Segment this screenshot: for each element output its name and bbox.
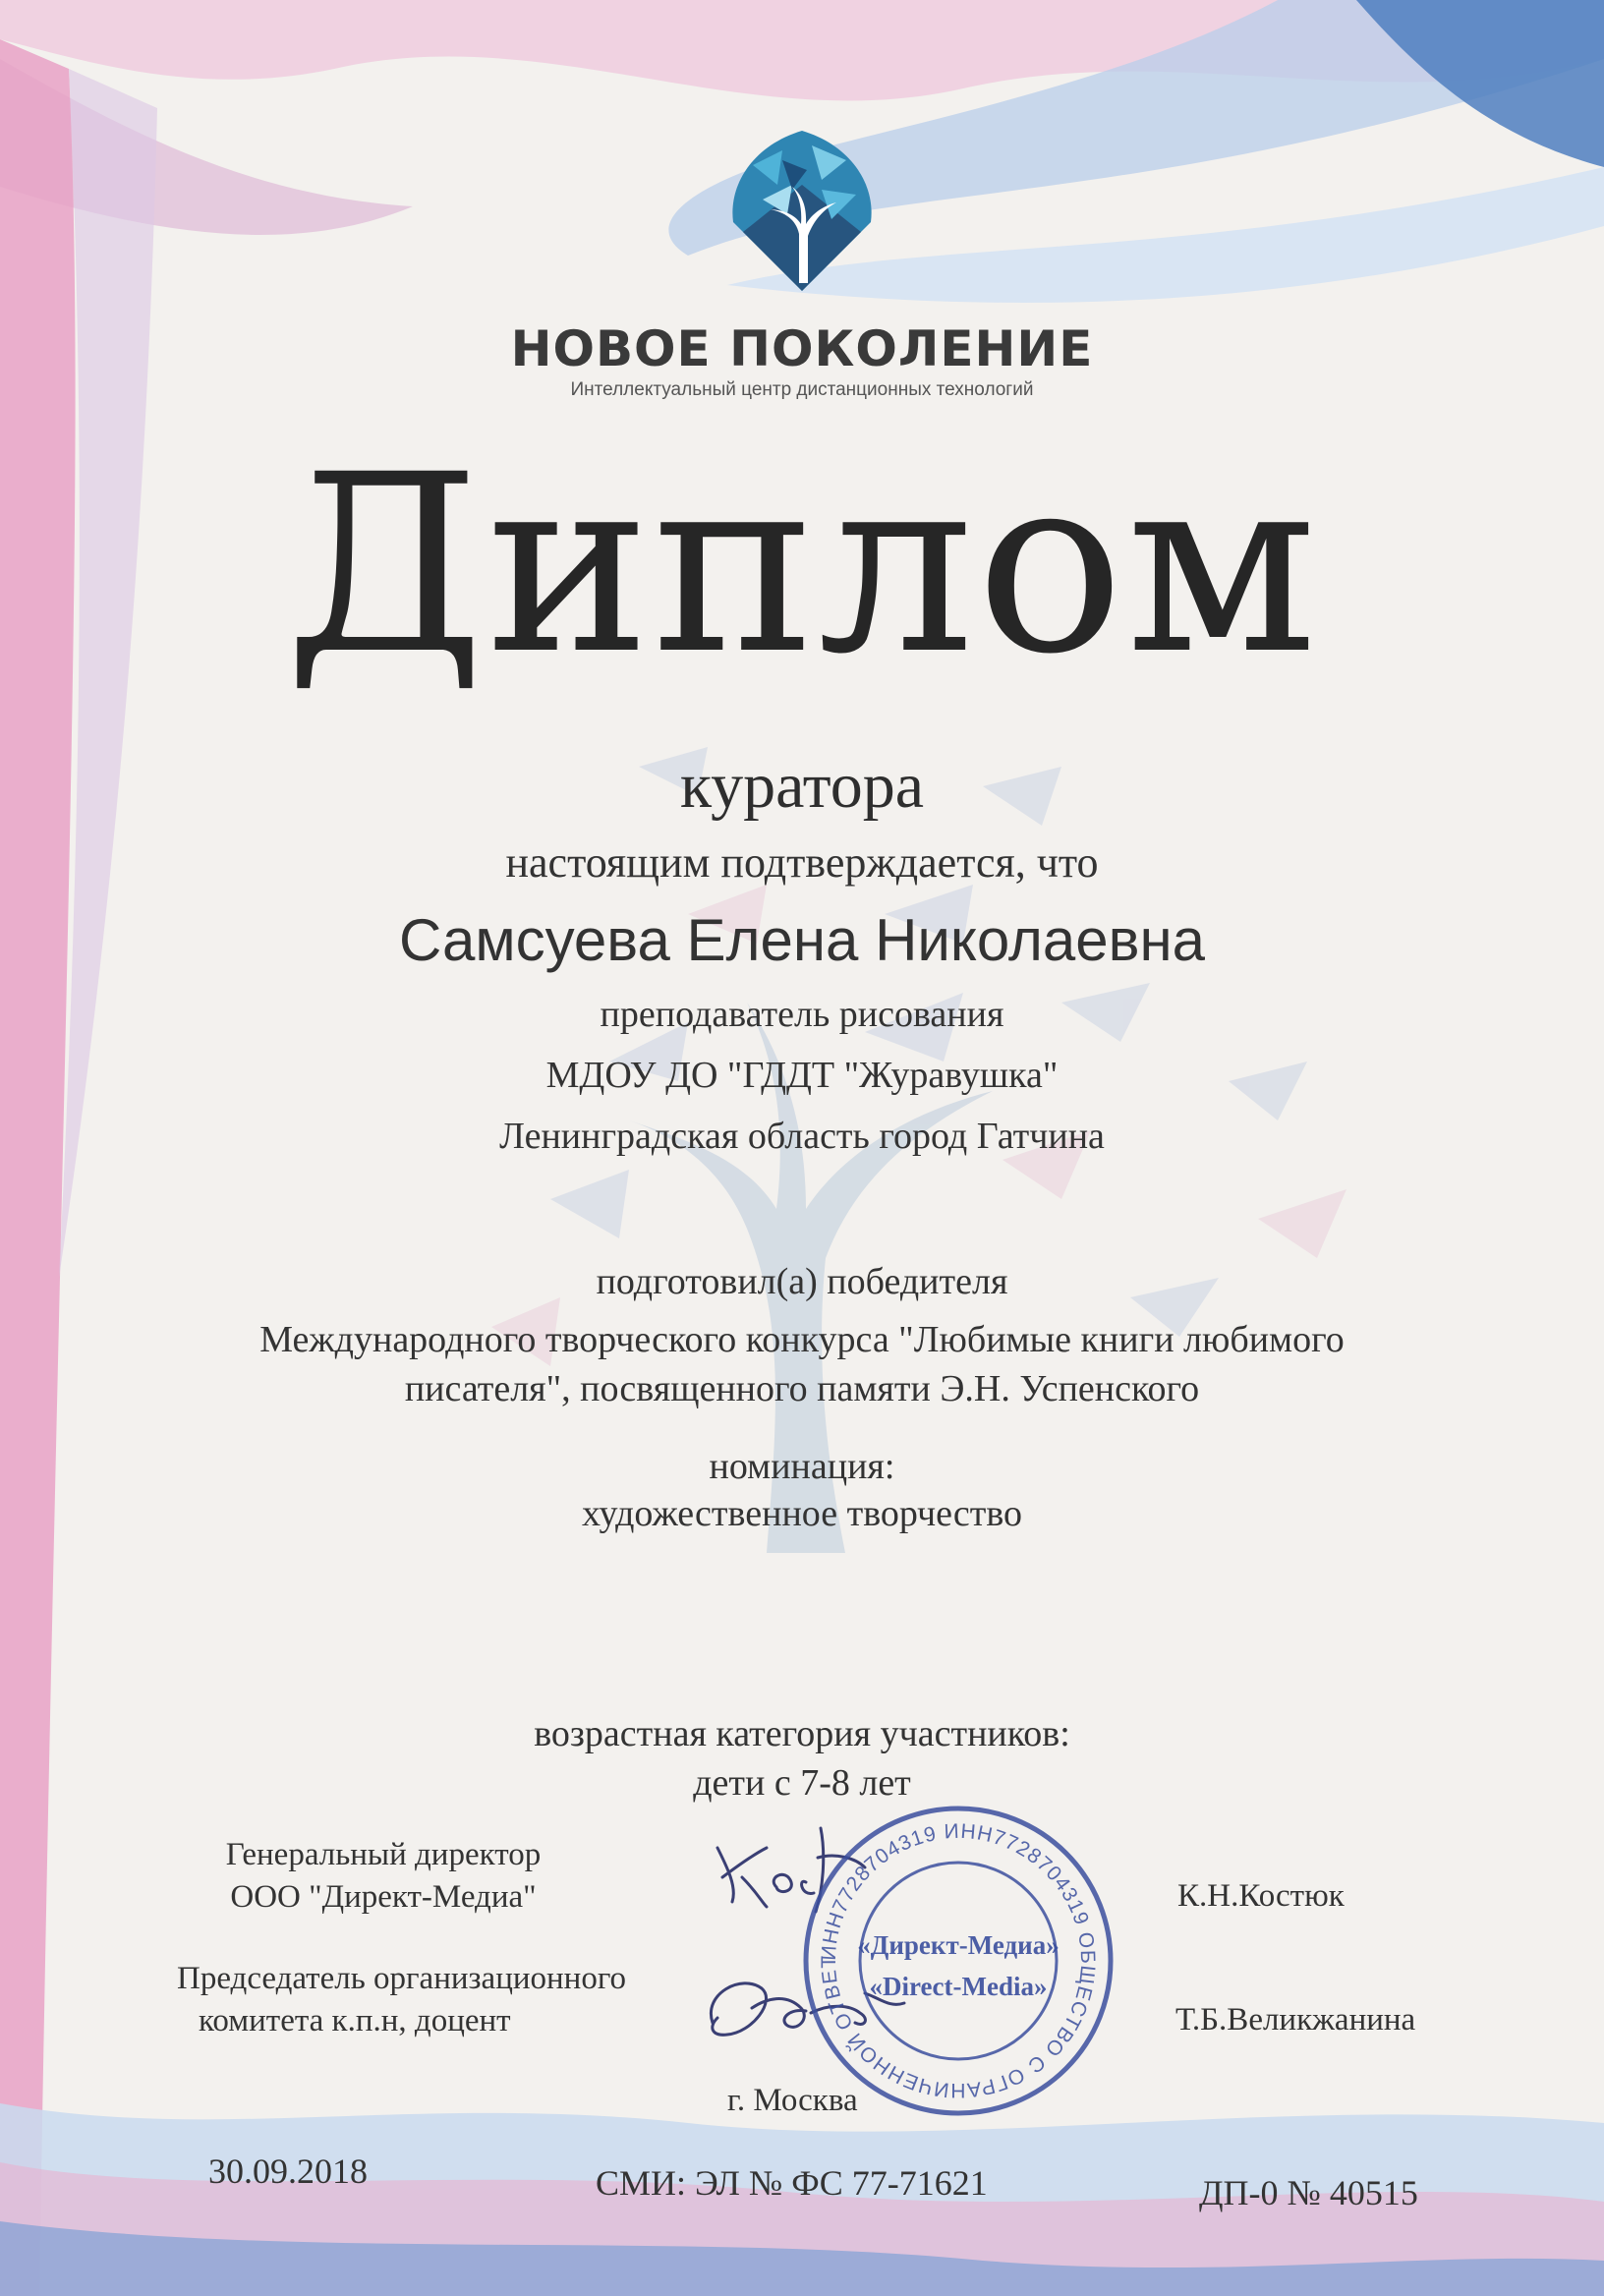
document-subtitle: куратора [680,750,924,822]
document-title: Диплом [284,422,1320,708]
confirm-text: настоящим подтверждается, что [505,838,1099,887]
director-title-line-1: Генеральный директор [225,1837,542,1872]
media-registration: СМИ: ЭЛ № ФС 77-71621 [596,2163,988,2203]
org-name: НОВОЕ ПОКОЛЕНИЕ [510,320,1094,377]
chair-title-line-2: комитета к.п.н, доцент [199,2002,511,2038]
contest-line-2: писателя", посвященного памяти Э.Н. Успенского [404,1368,1200,1409]
city: г. Москва [727,2083,858,2118]
chair-title-line-1: Председатель организационного [177,1961,627,1996]
company-stamp [796,1799,1120,2123]
stamp-seal-icon [796,1799,1120,2123]
chair-name: Т.Б.Великжанина [1175,2002,1416,2038]
chair-title [177,1958,727,2042]
contest-line-1: Международного творческого конкурса "Любимые книги любимого [259,1319,1345,1360]
org-logo [723,126,881,293]
recipient-institution: МДОУ ДО "ГДДТ "Журавушка" [545,1055,1059,1096]
recipient-name: Самсуева Елена Николаевна [398,907,1206,973]
stamp-line-2: «Direct-Media» [869,1972,1048,2001]
stamp-line-1: «Директ-Медиа» [857,1930,1060,1960]
recipient-location: Ленинградская область город Гатчина [499,1116,1105,1157]
age-category-value: дети с 7-8 лет [693,1762,911,1804]
svg-text:ИНН7728704319 ИНН7728704319 ОБ: ИНН7728704319 ИНН7728704319 ОБЩЕСТВО С ОГРАНИЧЕННОЙ ОТВЕТ [817,1819,1100,2102]
nomination-value: художественное творчество [581,1493,1023,1534]
nomination-label: номинация: [709,1446,895,1487]
age-category-label: возрастная категория участников: [534,1713,1070,1754]
issue-date: 30.09.2018 [208,2152,368,2191]
director-title [177,1834,590,1919]
recipient-position: преподаватель рисования [600,994,1004,1035]
tree-logo-icon [723,126,881,293]
prepared-text: подготовил(а) победителя [596,1261,1008,1302]
director-title-line-2: ООО "Директ-Медиа" [230,1878,537,1915]
director-name: К.Н.Костюк [1177,1878,1345,1914]
document-number: ДП-0 № 40515 [1199,2173,1418,2212]
org-tagline: Интеллектуальный центр дистанционных технологий [570,379,1034,400]
